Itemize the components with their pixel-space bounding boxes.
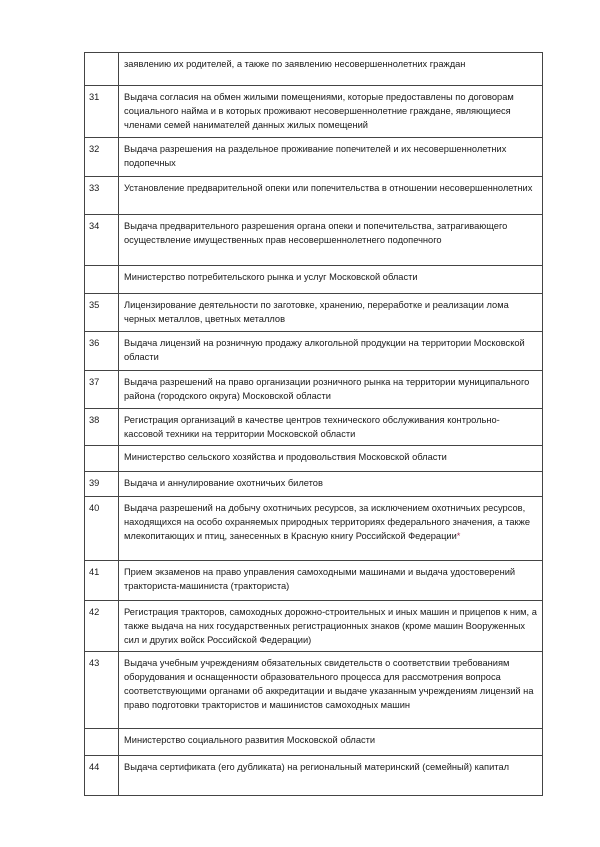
table-row bbox=[85, 652, 543, 729]
row-text: Выдача согласия на обмен жилыми помещениями, которые предоставлены по договорам социального найма и в которых проживают несовершеннолетние граждане, являющиеся членами семей нанимателей данных жилых помещений bbox=[124, 92, 514, 130]
row-number: 32 bbox=[85, 138, 119, 177]
row-number: 35 bbox=[85, 294, 119, 332]
row-text: Министерство сельского хозяйства и продовольствия Московской области bbox=[124, 452, 447, 462]
table-row bbox=[85, 561, 543, 601]
section-header-row bbox=[85, 266, 543, 294]
row-number: 38 bbox=[85, 409, 119, 446]
service-description bbox=[119, 332, 543, 371]
row-text: Выдача разрешений на право организации розничного рынка на территории муниципального района (городского округа) Московской области bbox=[124, 377, 530, 401]
section-title bbox=[119, 446, 543, 472]
row-text: Выдача учебным учреждениям обязательных свидетельств о соответствии требованиям оборудования и оснащенности образовательного процесса для рассмотрения вопроса соответствующими органами об аккредитации и выдаче указанным учреждениям лицензий на право подготовки трактористов и машинистов самоходных машин bbox=[124, 658, 534, 710]
row-number bbox=[85, 446, 119, 472]
table-row bbox=[85, 472, 543, 497]
row-text: Выдача и аннулирование охотничьих билетов bbox=[124, 478, 323, 488]
table-row bbox=[85, 215, 543, 266]
service-description bbox=[119, 177, 543, 215]
service-description bbox=[119, 294, 543, 332]
section-header-row bbox=[85, 53, 543, 86]
row-number bbox=[85, 729, 119, 756]
row-number: 40 bbox=[85, 497, 119, 561]
row-text: Выдача сертификата (его дубликата) на региональный материнский (семейный) капитал bbox=[124, 762, 510, 772]
footnote-marker: * bbox=[456, 531, 461, 541]
row-text: Министерство социального развития Московской области bbox=[124, 735, 376, 745]
row-number: 33 bbox=[85, 177, 119, 215]
section-header-row bbox=[85, 446, 543, 472]
table-row bbox=[85, 332, 543, 371]
row-number: 44 bbox=[85, 756, 119, 796]
service-description bbox=[119, 86, 543, 138]
section-title bbox=[119, 266, 543, 294]
service-description bbox=[119, 472, 543, 497]
row-text: Прием экзаменов на право управления самоходными машинами и выдача удостоверений тракториста-машиниста (тракториста) bbox=[124, 567, 516, 591]
row-number: 41 bbox=[85, 561, 119, 601]
services-table bbox=[84, 52, 543, 796]
service-description bbox=[119, 371, 543, 409]
table-row bbox=[85, 177, 543, 215]
service-description bbox=[119, 652, 543, 729]
row-text: Выдача разрешений на добычу охотничьих ресурсов, за исключением охотничьих ресурсов, находящихся на особо охраняемых природных территориях федерального значения, а также млекопитающих и птиц, занесенных в Красную книгу Российской Федерации bbox=[124, 503, 531, 541]
service-description bbox=[119, 561, 543, 601]
service-description bbox=[119, 215, 543, 266]
section-title bbox=[119, 729, 543, 756]
service-description bbox=[119, 756, 543, 796]
service-description bbox=[119, 409, 543, 446]
row-number: 31 bbox=[85, 86, 119, 138]
table-row bbox=[85, 86, 543, 138]
table-body bbox=[85, 53, 543, 796]
row-number bbox=[85, 266, 119, 294]
table-row bbox=[85, 294, 543, 332]
row-text: Установление предварительной опеки или попечительства в отношении несовершеннолетних bbox=[124, 183, 533, 193]
row-number bbox=[85, 53, 119, 86]
service-description bbox=[119, 138, 543, 177]
row-text: Выдача предварительного разрешения органа опеки и попечительства, затрагивающего осуществление имущественных прав несовершеннолетнего подопечного bbox=[124, 221, 508, 245]
row-text: Выдача разрешения на раздельное проживание попечителей и их несовершеннолетних подопечных bbox=[124, 144, 507, 168]
row-text: Лицензирование деятельности по заготовке, хранению, переработке и реализации лома черных металлов, цветных металлов bbox=[124, 300, 509, 324]
row-number: 36 bbox=[85, 332, 119, 371]
row-text: Регистрация организаций в качестве центров технического обслуживания контрольно-кассовой техники на территории Московской области bbox=[124, 415, 500, 439]
table-row bbox=[85, 601, 543, 652]
row-number: 43 bbox=[85, 652, 119, 729]
row-text: Выдача лицензий на розничную продажу алкогольной продукции на территории Московской области bbox=[124, 338, 525, 362]
table-row bbox=[85, 138, 543, 177]
table-row bbox=[85, 371, 543, 409]
row-number: 34 bbox=[85, 215, 119, 266]
row-text: Регистрация тракторов, самоходных дорожно-строительных и иных машин и прицепов к ним, а также выдача на них государственных регистрационных знаков (кроме машин Вооруженных сил и других войск Российской Федерации) bbox=[124, 607, 537, 645]
section-title bbox=[119, 53, 543, 86]
row-number: 42 bbox=[85, 601, 119, 652]
row-text: заявлению их родителей, а также по заявлению несовершеннолетних граждан bbox=[124, 59, 466, 69]
section-header-row bbox=[85, 729, 543, 756]
service-description bbox=[119, 601, 543, 652]
row-number: 39 bbox=[85, 472, 119, 497]
row-number: 37 bbox=[85, 371, 119, 409]
table-row bbox=[85, 756, 543, 796]
row-text: Министерство потребительского рынка и услуг Московской области bbox=[124, 272, 418, 282]
service-description bbox=[119, 497, 543, 561]
table-row bbox=[85, 497, 543, 561]
table-row bbox=[85, 409, 543, 446]
